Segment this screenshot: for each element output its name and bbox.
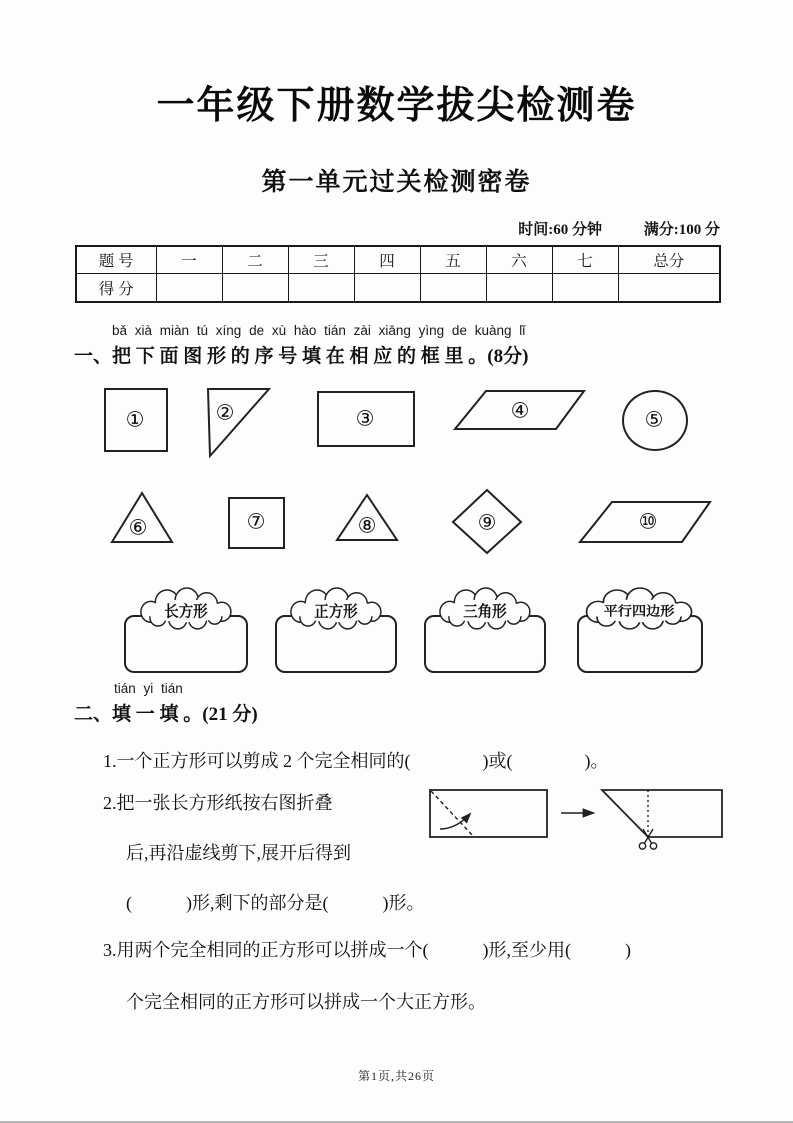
full-score: 满分:100 分 — [643, 222, 720, 238]
shape-4-number: ④ — [510, 398, 530, 423]
page-title: 一年级下册数学拔尖检测卷 — [156, 85, 637, 127]
col-1: 一 — [156, 246, 222, 274]
score-cell — [222, 274, 288, 303]
q2-item2-line2: 后,再沿虚线剪下,展开后得到 — [126, 843, 351, 863]
exam-meta — [518, 218, 720, 239]
score-cell — [552, 274, 618, 303]
score-cell — [354, 274, 420, 303]
shape-2-number: ② — [215, 400, 235, 425]
shape-9-number: ⑨ — [477, 510, 497, 535]
q2-heading: 二、填 一 填 。(21 分) — [74, 704, 258, 725]
cloud-label-square — [281, 589, 389, 627]
folded-paper-with-cut-line — [602, 790, 722, 849]
col-6: 六 — [486, 246, 552, 274]
shape-7-number: ⑦ — [246, 509, 266, 534]
header-question-number: 题 号 — [76, 246, 156, 274]
category-label: 三角形 — [463, 604, 507, 621]
score-table-header-row — [76, 246, 720, 274]
q2-pinyin: tián yi tián — [114, 681, 183, 696]
category-label: 平行四边形 — [603, 604, 675, 619]
cloud-label-parallelogram — [575, 589, 701, 627]
fold-and-cut-diagram — [428, 782, 738, 864]
category-label: 长方形 — [164, 604, 208, 621]
cloud-label-rectangle — [131, 589, 239, 627]
q2-item2-line3: ( )形,剩下的部分是( )形。 — [126, 893, 425, 913]
q2-item3-line2: 个完全相同的正方形可以拼成一个大正方形。 — [126, 992, 486, 1012]
rectangle-paper-with-fold-line — [430, 790, 547, 837]
shape-5-number: ⑤ — [644, 407, 664, 432]
col-4: 四 — [354, 246, 420, 274]
shape-6-number: ⑥ — [128, 515, 148, 540]
col-7: 七 — [552, 246, 618, 274]
time-limit: 时间:60 分钟 — [518, 222, 602, 238]
unit-subtitle: 第一单元过关检测密卷 — [261, 169, 532, 196]
shape-8-number: ⑧ — [357, 513, 377, 538]
q1-pinyin: bǎ xià miàn tú xíng de xù hào tián zài xiāng yìng de kuàng lǐ — [112, 323, 526, 338]
page-number: 第1页,共26页 — [357, 1069, 435, 1083]
q1-heading: 一、把 下 面 图 形 的 序 号 填 在 相 应 的 框 里 。(8分) — [74, 346, 529, 367]
cloud-label-triangle — [430, 589, 538, 627]
q2-item1: 1.一个正方形可以剪成 2 个完全相同的( )或( )。 — [103, 751, 609, 771]
fold-direction-arrow — [440, 814, 470, 829]
col-total: 总分 — [618, 246, 720, 274]
score-table-score-row — [76, 274, 720, 303]
score-cell — [420, 274, 486, 303]
q2-item3-line1: 3.用两个完全相同的正方形可以拼成一个( )形,至少用( ) — [103, 940, 631, 960]
score-table — [75, 245, 721, 303]
score-cell-total — [618, 274, 720, 303]
fold-dashed-line — [431, 791, 474, 837]
score-cell — [486, 274, 552, 303]
col-3: 三 — [288, 246, 354, 274]
q2-item2-line1: 2.把一张长方形纸按右图折叠 — [103, 793, 333, 813]
category-label: 正方形 — [314, 604, 358, 621]
score-cell — [156, 274, 222, 303]
shape-10-number: ⑩ — [638, 509, 658, 534]
score-cell — [288, 274, 354, 303]
col-5: 五 — [420, 246, 486, 274]
shape-3-number: ③ — [355, 406, 375, 431]
col-2: 二 — [222, 246, 288, 274]
row-score-label: 得 分 — [76, 274, 156, 303]
shape-1-number: ① — [125, 407, 145, 432]
